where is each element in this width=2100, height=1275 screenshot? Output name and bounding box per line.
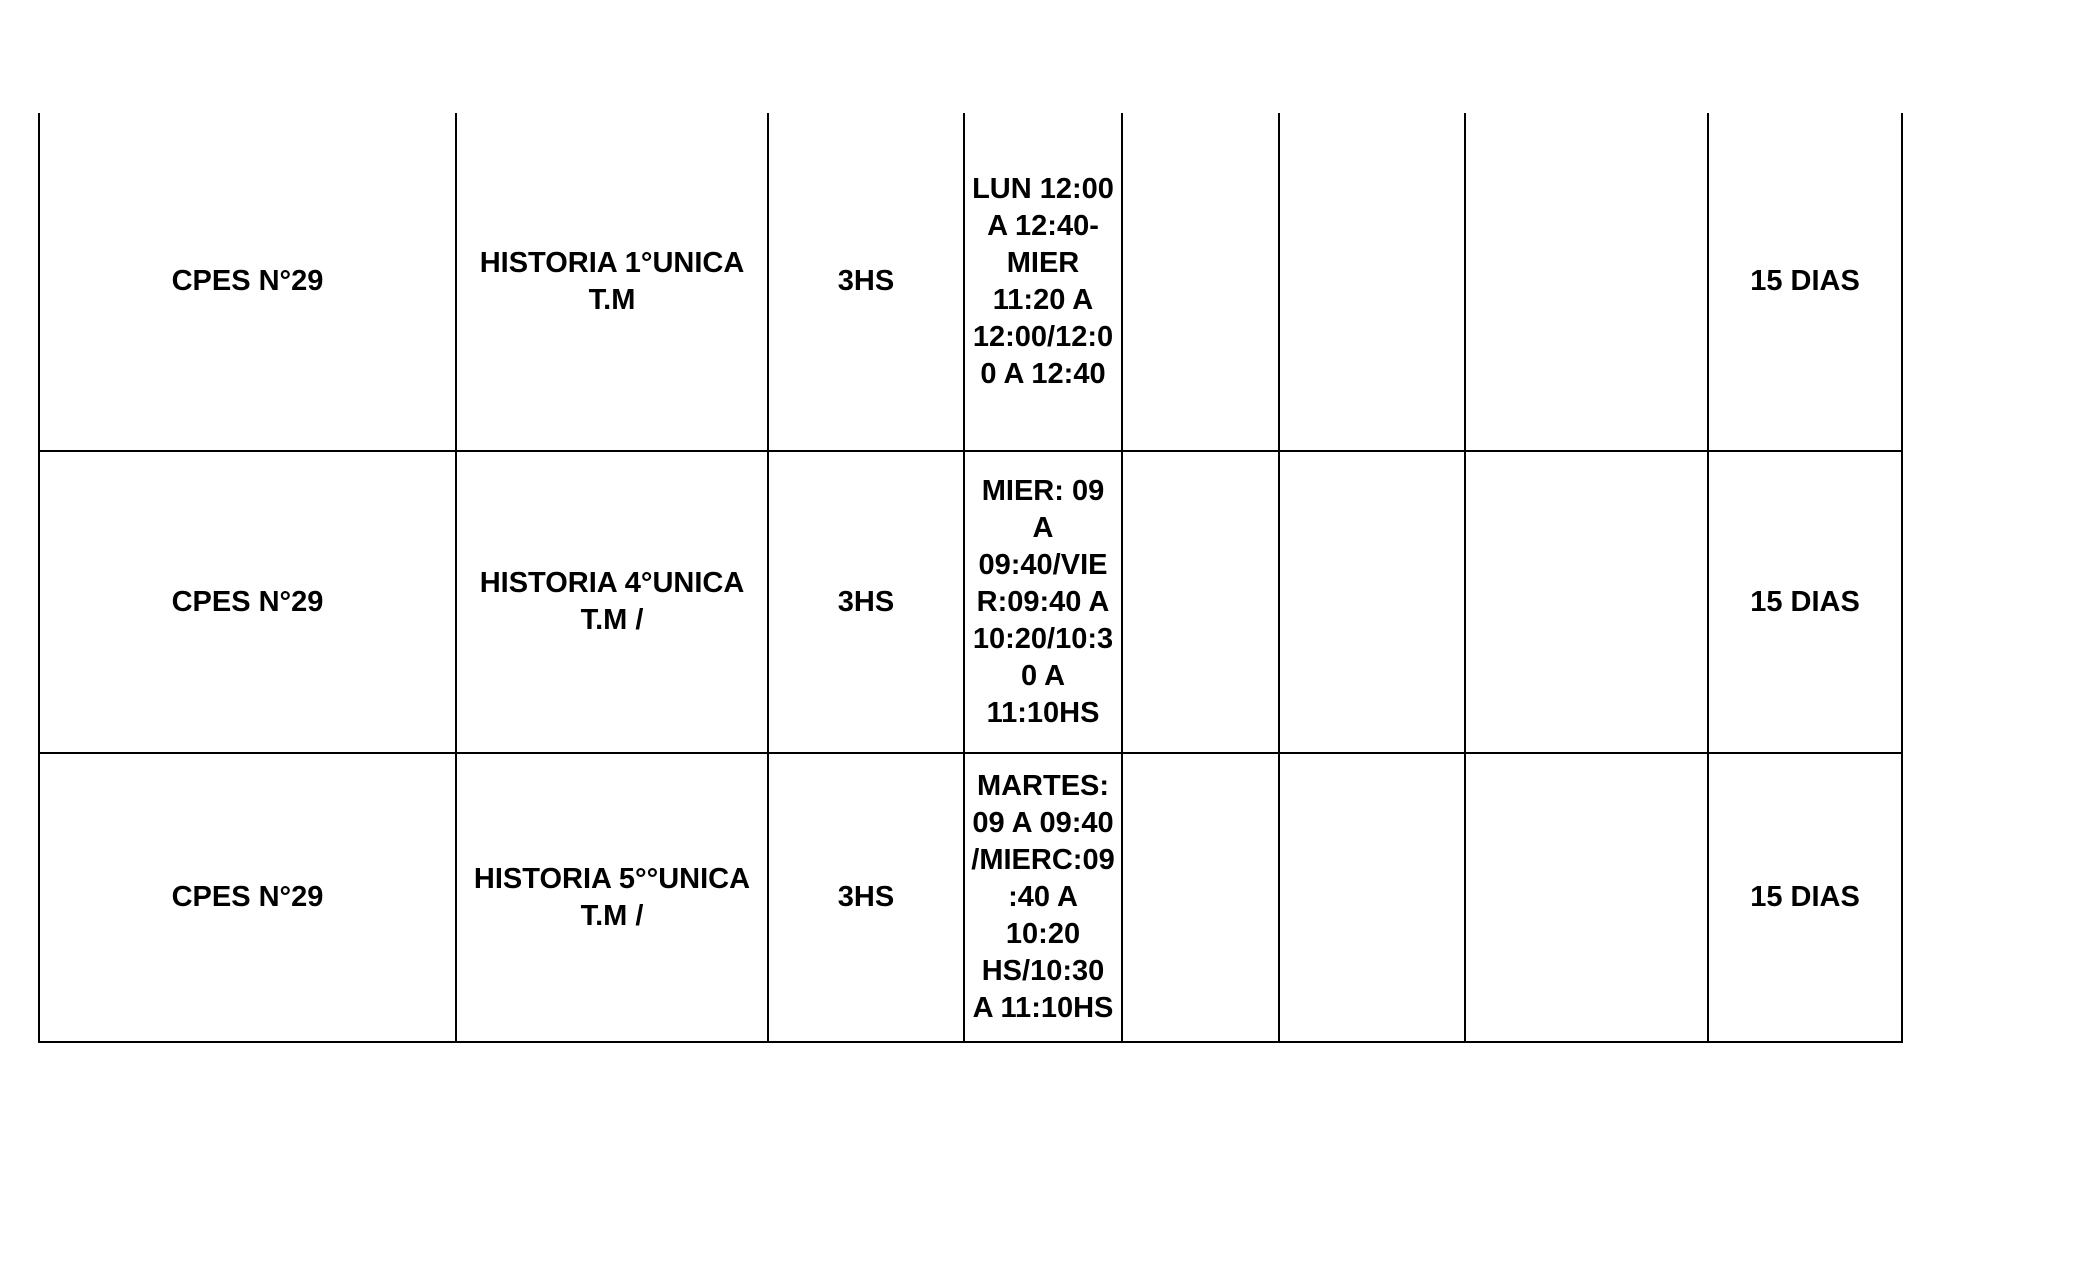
institution-cell: CPES N°29 — [39, 753, 456, 1042]
duration-cell: 15 DIAS — [1708, 753, 1902, 1042]
empty-cell — [1465, 113, 1708, 451]
empty-cell — [1122, 451, 1279, 753]
empty-cell — [1465, 753, 1708, 1042]
duration-cell: 15 DIAS — [1708, 451, 1902, 753]
schedule-cell: MARTES: 09 A 09:40 /MIERC:09:40 A 10:20 HS/10:30 A 11:10HS — [964, 753, 1122, 1042]
empty-cell — [1279, 753, 1465, 1042]
empty-cell — [1122, 113, 1279, 451]
subject-line: HISTORIA 1°UNICA — [479, 246, 745, 279]
empty-cell — [1279, 113, 1465, 451]
subject-cell — [456, 753, 768, 1042]
institution-cell: CPES N°29 — [39, 451, 456, 753]
subject-cell — [456, 451, 768, 753]
table-row — [39, 451, 1902, 753]
schedule-cell: MIER: 09 A 09:40/VIER:09:40 A 10:20/10:30 A 11:10HS — [964, 451, 1122, 753]
empty-cell — [1465, 451, 1708, 753]
hours-cell: 3HS — [768, 753, 964, 1042]
subject-line: HISTORIA 4°UNICA — [479, 567, 745, 599]
subject-line: HISTORIA 5°°UNICA — [473, 862, 751, 895]
empty-cell — [1279, 451, 1465, 753]
duration-cell: 15 DIAS — [1708, 113, 1902, 451]
table-row — [39, 113, 1902, 451]
institution-cell: CPES N°29 — [39, 113, 456, 451]
subject-line: T.M / — [580, 899, 644, 932]
subject-line: T.M / — [580, 604, 644, 636]
hours-cell: 3HS — [768, 113, 964, 451]
empty-cell — [1122, 753, 1279, 1042]
schedule-cell: LUN 12:00 A 12:40- MIER 11:20 A 12:00/12:00 A 12:40 — [964, 113, 1122, 451]
subject-cell — [456, 113, 768, 451]
schedule-table — [38, 113, 1903, 1043]
table-row — [39, 753, 1902, 1042]
subject-line: T.M — [588, 283, 636, 316]
hours-cell: 3HS — [768, 451, 964, 753]
